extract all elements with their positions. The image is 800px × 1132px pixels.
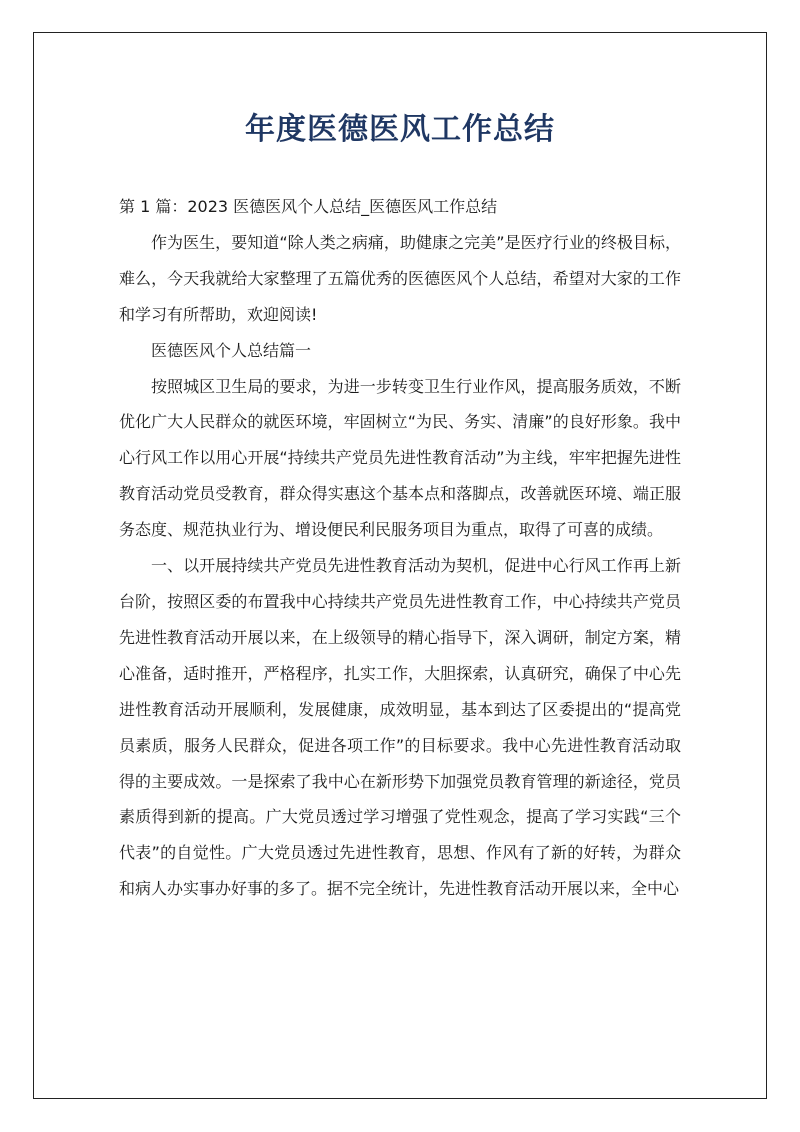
intro-paragraph: 作为医生，要知道“除人类之病痛，助健康之完美”是医疗行业的终极目标，难么，今天我就给大家整理了五篇优秀的医德医风个人总结，希望对大家的工作和学习有所帮助，欢迎阅读! <box>119 232 681 324</box>
chapter-heading: 第 1 篇：2023 医德医风个人总结_医德医风工作总结 <box>119 197 498 216</box>
body-paragraph: 一、以开展持续共产党员先进性教育活动为契机，促进中心行风工作再上新台阶，按照区委的布置我中心持续共产党员先进性教育工作，中心持续共产党员先进性教育活动开展以来，在上级领导的精心指导下，深入调研，制定方案，精心准备，适时推开，严格程序，扎实工作，大胆探索，认真研究，确保了中心先进性教育活动开展顺利，发展健康，成效明显，基本到达了区委提出的“提高党员素质，服务人民群众，促进各项工作”的目标要求。我中心先进性教育活动取得的主要成效。一是探索了我中心在新形势下加强党员教育管理的新途径，党员素质得到新的提高。广大党员透过学习增强了党性观念，提高了学习实践“三个代表”的自觉性。广大党员透过先进性教育，思想、作风有了新的好转，为群众和病人办实事办好事的多了。据不完全统计，先进性教育活动开展以来，全中心 <box>119 556 681 899</box>
document-body <box>119 189 681 907</box>
section-heading: 医德医风个人总结篇一 <box>151 340 312 360</box>
document-title: 年度医德医风工作总结 <box>245 112 555 147</box>
body-paragraph: 按照城区卫生局的要求，为进一步转变卫生行业作风，提高服务质效，不断优化广大人民群众的就医环境，牢固树立“为民、务实、清廉”的良好形象。我中心行风工作以用心开展“持续共产党员先进性教育活动”为主线，牢牢把握先进性教育活动党员受教育，群众得实惠这个基本点和落脚点，改善就医环境、端正服务态度、规范执业行为、增设便民利民服务项目为重点，取得了可喜的成绩。 <box>119 376 681 540</box>
